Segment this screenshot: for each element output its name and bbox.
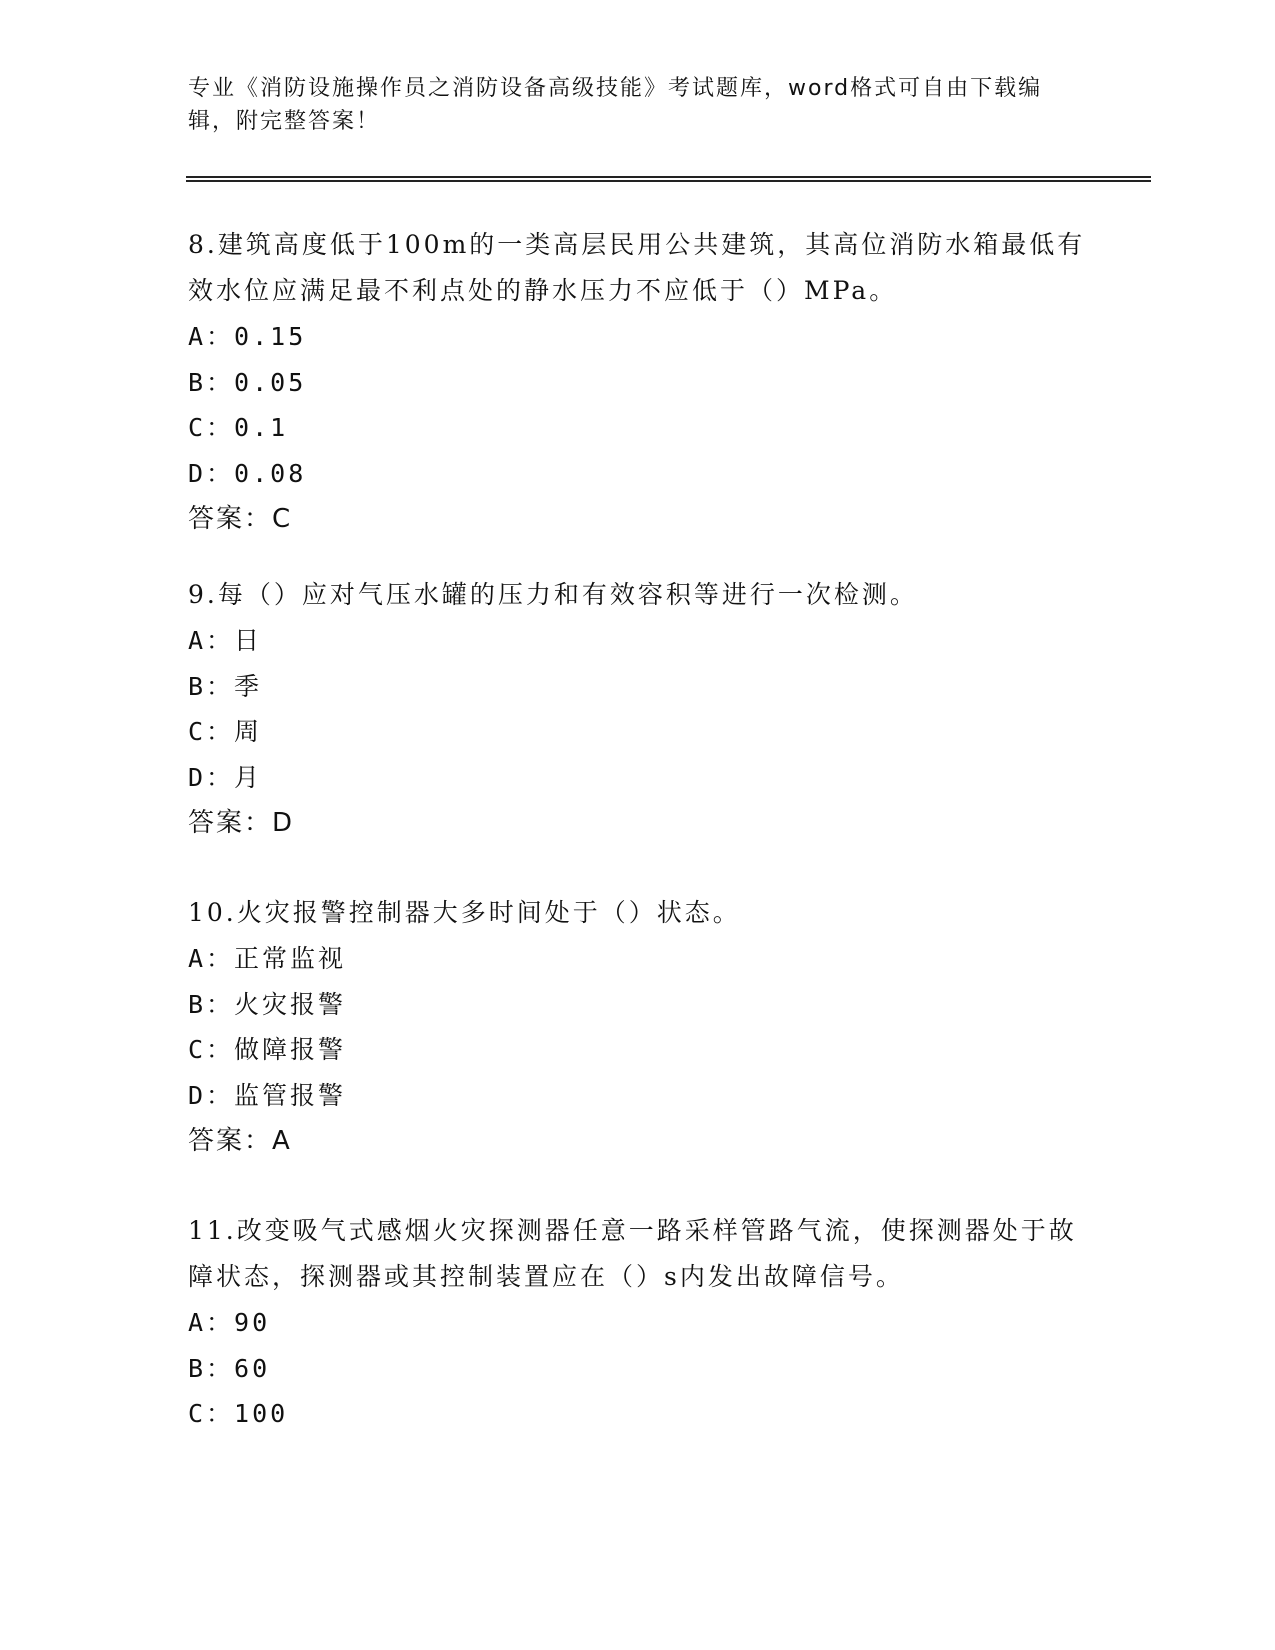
- question-stem: 10.火灾报警控制器大多时间处于（）状态。: [188, 898, 741, 927]
- header-divider: [186, 176, 1151, 182]
- option-a: A：正常监视: [188, 944, 347, 973]
- option-c: C：100: [188, 1399, 289, 1428]
- option-b: B：季: [188, 671, 263, 701]
- option-a: A：0.15: [188, 322, 307, 351]
- option-d: D：月: [188, 762, 263, 792]
- option-b: B：60: [188, 1353, 271, 1383]
- question-stem: 8.建筑高度低于100m的一类高层民用公共建筑，其高位消防水箱最低有效水位应满足最不利点处的静水压力不应低于（）MPa。: [188, 230, 1086, 305]
- question-stem: 11.改变吸气式感烟火灾探测器任意一路采样管路气流，使探测器处于故障状态，探测器或其控制装置应在（）s内发出故障信号。: [188, 1216, 1077, 1291]
- answer-line: 答案：A: [188, 1126, 292, 1156]
- answer-line: 答案：D: [188, 808, 295, 838]
- option-c: C：0.1: [188, 413, 289, 442]
- question-stem: 9.每（）应对气压水罐的压力和有效容积等进行一次检测。: [188, 580, 918, 609]
- question-9: [188, 572, 1088, 846]
- option-b: B：0.05: [188, 367, 307, 397]
- question-10: [188, 890, 1088, 1164]
- option-d: D：监管报警: [188, 1080, 347, 1110]
- option-b: B：火灾报警: [188, 989, 347, 1019]
- option-c: C：周: [188, 717, 263, 746]
- answer-line: 答案：C: [188, 504, 293, 534]
- question-11: [188, 1208, 1088, 1437]
- option-a: A：日: [188, 626, 263, 655]
- question-8: [188, 222, 1088, 542]
- option-c: C：做障报警: [188, 1035, 347, 1064]
- option-d: D：0.08: [188, 458, 307, 488]
- option-a: A：90: [188, 1308, 271, 1337]
- document-header: 专业《消防设施操作员之消防设备高级技能》考试题库，word格式可自由下载编辑，附完整答案！: [188, 76, 1043, 134]
